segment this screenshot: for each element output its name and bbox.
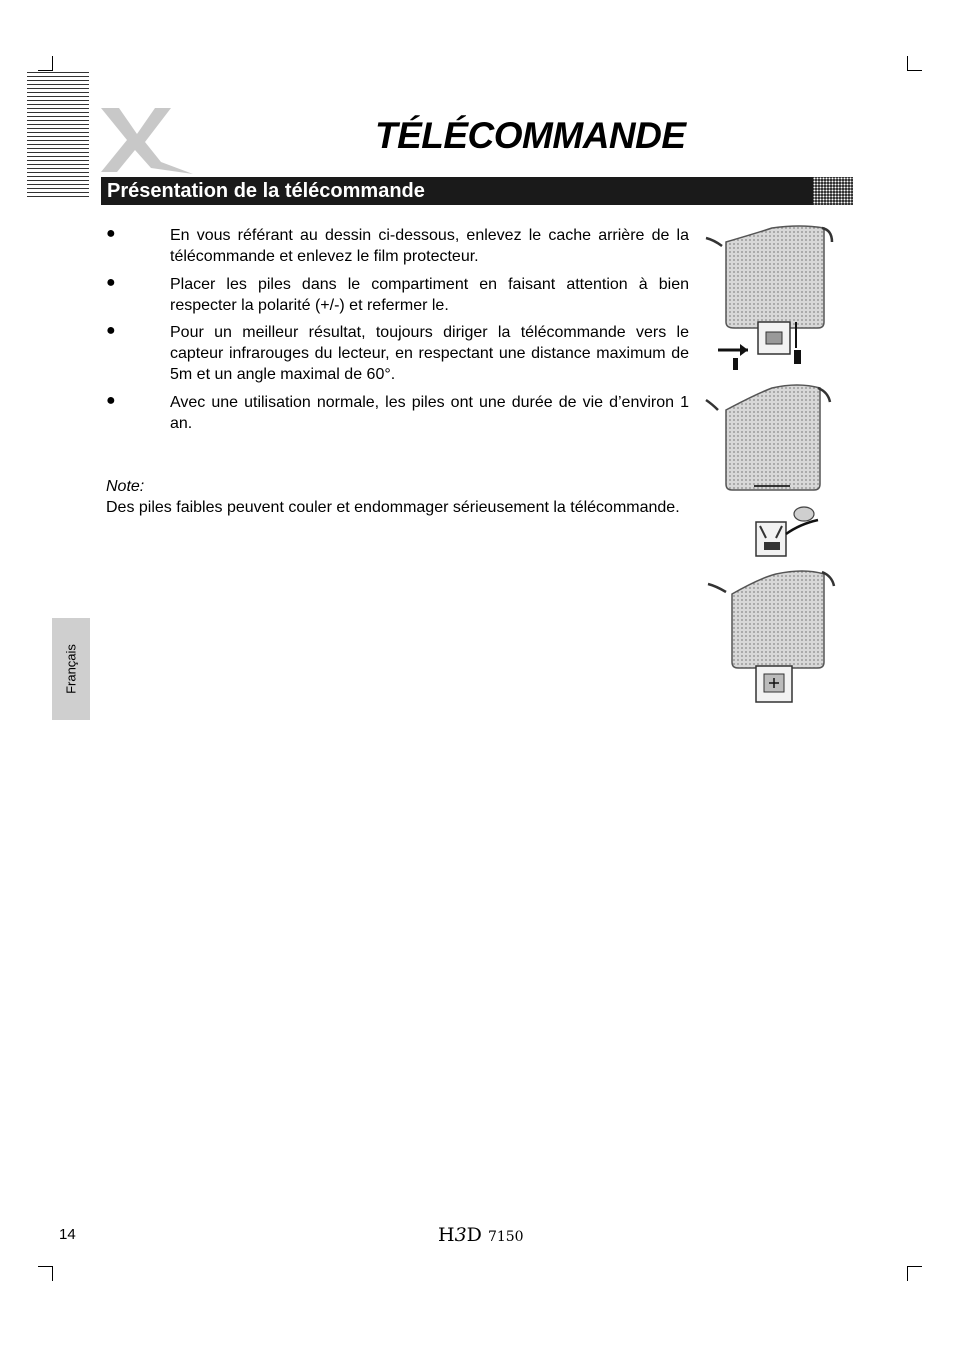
model-suffix: D — [466, 1224, 482, 1246]
language-tab — [52, 618, 90, 720]
dot-pattern-decoration — [813, 177, 853, 205]
bullet-marker: ● — [106, 322, 116, 339]
crop-mark-top-left — [38, 56, 53, 71]
bullet-text: Pour un meilleur résultat, toujours diriger la télécommande vers le capteur infrarouges du lecteur, en respectant une distance maximum de 5m et un angle maximal de 60°. — [170, 324, 689, 383]
note-label: Note: — [106, 478, 145, 495]
bullet-text: En vous référant au dessin ci-dessous, enlevez le cache arrière de la télécommande et enlevez le film protecteur. — [170, 227, 689, 265]
page-title: TÉLÉCOMMANDE — [375, 115, 686, 156]
bullet-marker: ● — [106, 225, 116, 242]
model-prefix: H — [438, 1224, 455, 1246]
bullet-marker: ● — [106, 274, 116, 291]
bullet-text: Avec une utilisation normale, les piles ont une durée de vie d’environ 1 an. — [170, 394, 689, 432]
language-tab-label: Français — [63, 644, 79, 694]
section-title: Présentation de la télécommande — [107, 180, 425, 202]
section-header-bar — [101, 177, 853, 205]
model-mark: 3 — [454, 1224, 467, 1246]
crop-mark-bottom-right — [907, 1266, 922, 1281]
decorative-stripes — [27, 72, 89, 200]
bullet-marker: ● — [106, 392, 116, 409]
model-number: 7150 — [487, 1229, 524, 1245]
brand-x-logo-icon — [97, 104, 195, 176]
bullet-text: Placer les piles dans le compartiment en faisant attention à bien respecter la polarité (+/-) et refermer le. — [170, 276, 689, 314]
page-number: 14 — [59, 1226, 76, 1243]
model-name — [438, 1224, 524, 1246]
remote-battery-installation-illustration-icon — [700, 222, 852, 714]
note-text: Des piles faibles peuvent couler et endommager sérieusement la télécommande. — [106, 499, 680, 516]
crop-mark-bottom-left — [38, 1266, 53, 1281]
crop-mark-top-right — [907, 56, 922, 71]
